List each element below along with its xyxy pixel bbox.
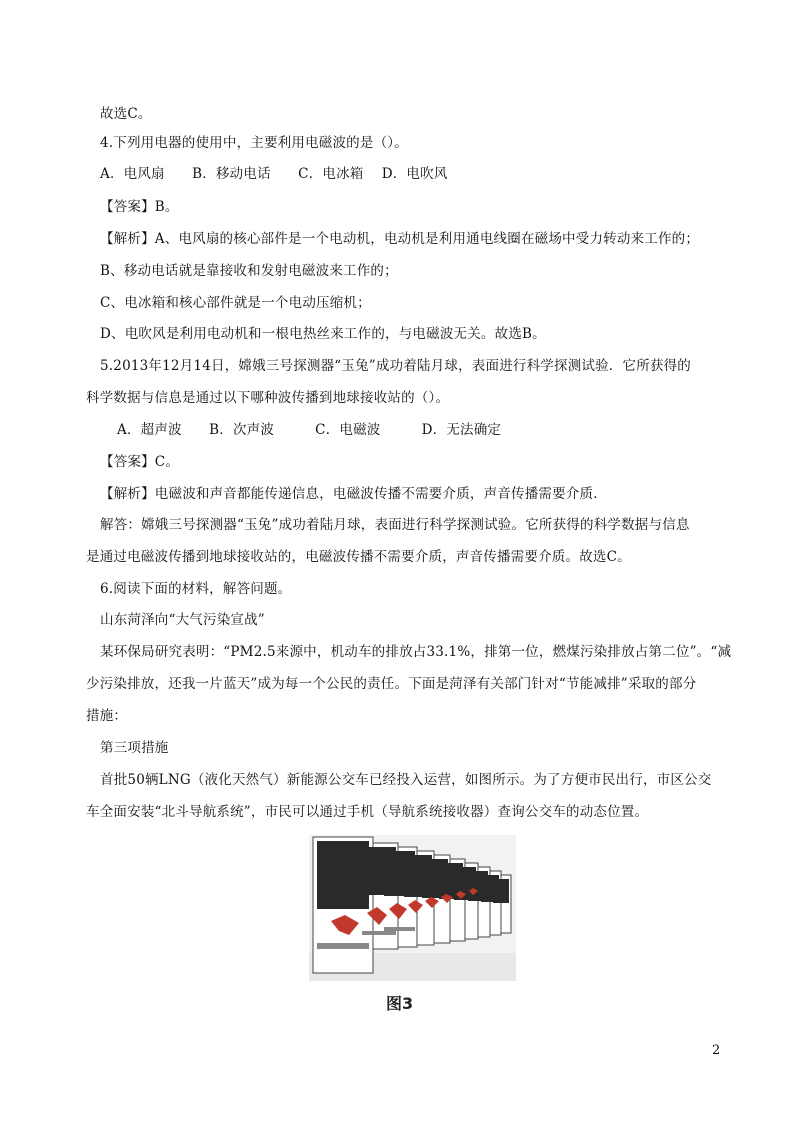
- material-para-1-line-2: 少污染排放，还我一片蓝天”成为每一个公民的责任。下面是菏泽有关部门针对“节能减排”采取的部分: [86, 676, 697, 692]
- question-4: 4.下列用电器的使用中，主要利用电磁波的是（）。: [100, 135, 408, 151]
- text-line: 故选C。: [100, 106, 152, 122]
- question-5-line-1: 5.2013年12月14日，嫦娥三号探测器“玉兔”成功着陆月球，表面进行科学探测试验．它所获得的: [100, 358, 691, 374]
- material-para-1-line-1: 某环保局研究表明：“PM2.5来源中，机动车的排放占33.1%，排第一位，燃煤污染排放占第二位”。“减: [100, 644, 732, 660]
- question-5-options: A．超声波 B．次声波 C．电磁波 D．无法确定: [117, 422, 502, 438]
- material-title: 山东菏泽向“大气污染宣战”: [100, 612, 265, 628]
- page-number: 2: [712, 1043, 721, 1058]
- bus-row-illustration: [309, 835, 516, 981]
- analysis-4-c: C、电冰箱和核心部件就是一个电动压缩机；: [100, 295, 371, 311]
- material-subtitle: 第三项措施: [100, 740, 169, 756]
- bus-photo: [309, 835, 516, 981]
- question-4-options: A．电风扇 B．移动电话 C．电冰箱 D．电吹风: [100, 166, 448, 182]
- question-6: 6.阅读下面的材料，解答问题。: [100, 581, 292, 597]
- answer-5: 【答案】C。: [100, 454, 180, 470]
- material-para-2-line-2: 车全面安装“北斗导航系统”，市民可以通过手机（导航系统接收器）查询公交车的动态位置。: [86, 804, 649, 820]
- answer-4: 【答案】B。: [100, 199, 179, 215]
- figure-caption: 图3: [386, 994, 414, 1013]
- analysis-4-d: D、电吹风是利用电动机和一根电热丝来工作的，与电磁波无关。故选B。: [100, 326, 546, 342]
- question-5-line-2: 科学数据与信息是通过以下哪种波传播到地球接收站的（）。: [86, 390, 450, 406]
- solution-5-line-2: 是通过电磁波传播到地球接收站的，电磁波传播不需要介质，声音传播需要介质。故选C。: [86, 549, 631, 565]
- analysis-4-b: B、移动电话就是靠接收和发射电磁波来工作的；: [100, 263, 398, 279]
- material-para-1-line-3: 措施：: [86, 708, 128, 724]
- analysis-5: 【解析】电磁波和声音都能传递信息，电磁波传播不需要介质，声音传播需要介质．: [100, 486, 607, 502]
- solution-5-line-1: 解答：嫦娥三号探测器“玉兔”成功着陆月球，表面进行科学探测试验。它所获得的科学数据与信息: [100, 517, 690, 533]
- material-para-2-line-1: 首批50辆LNG（液化天然气）新能源公交车已经投入运营，如图所示。为了方便市民出行，市区公交: [100, 772, 712, 788]
- analysis-4-a: 【解析】A、电风扇的核心部件是一个电动机，电动机是利用通电线圈在磁场中受力转动来工作的；: [100, 231, 700, 247]
